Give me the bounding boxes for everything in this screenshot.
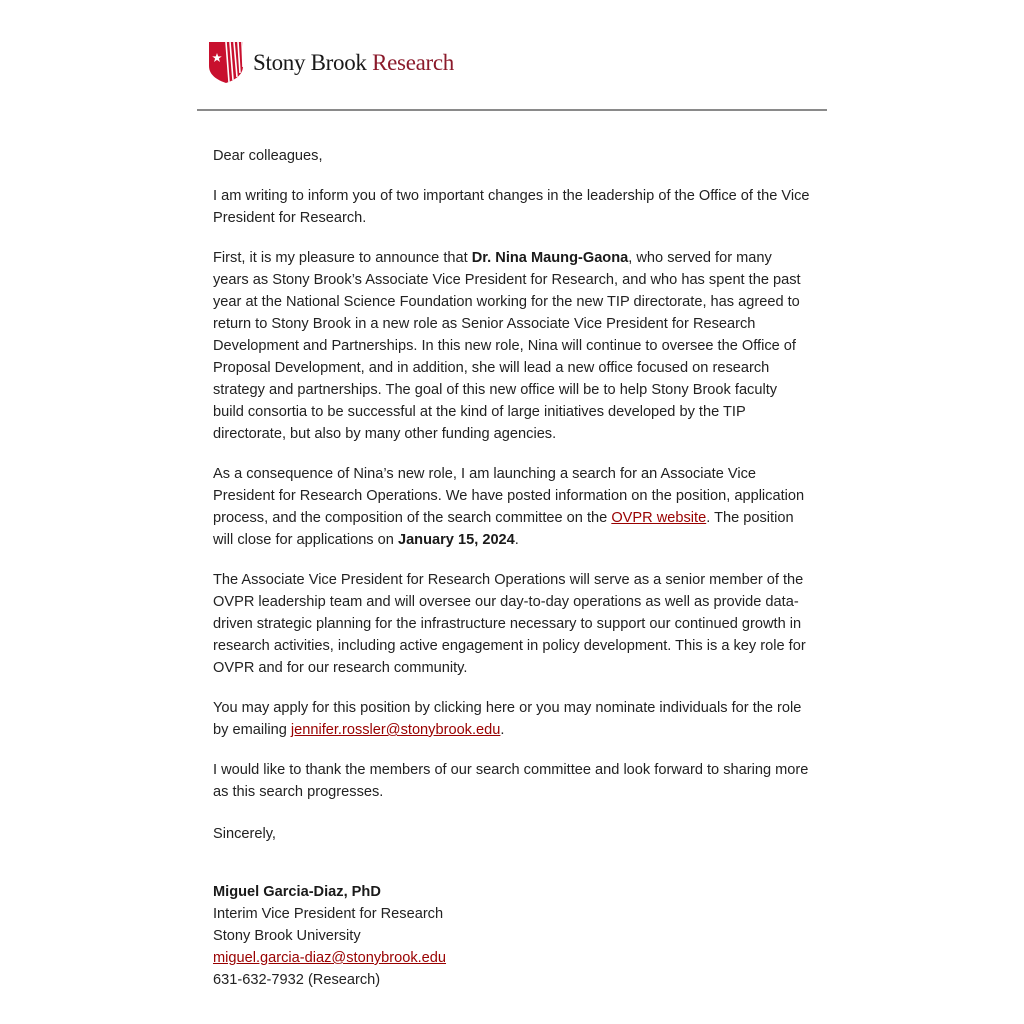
paragraph-announcement (213, 247, 811, 445)
email-container (197, 0, 827, 991)
logo-wordmark (253, 51, 454, 74)
signature-block (213, 881, 811, 991)
nomination-email-link[interactable]: jennifer.rossler@stonybrook.edu (290, 722, 501, 738)
text: . (500, 722, 505, 738)
signature-title: Interim Vice President for Research (213, 906, 444, 922)
paragraph-intro: I am writing to inform you of two important changes in the leadership of the Office of the Vice President for Research. (213, 188, 810, 226)
text: First, it is my pleasure to announce that (213, 250, 472, 266)
text: You may apply for this position by clicking here or you may nominate individuals for the role by emailing (213, 700, 802, 738)
paragraph-apply (213, 697, 811, 741)
signature-org: Stony Brook University (213, 928, 361, 944)
text: . (514, 532, 519, 548)
signature-name: Miguel Garcia-Diaz, PhD (213, 884, 381, 900)
shield-star-icon (207, 40, 245, 84)
bold-deadline-date: January 15, 2024 (397, 532, 515, 548)
text: . The position will close for applications on (213, 510, 794, 548)
text: , who served for many years as Stony Brook’s Associate Vice President for Research, and who has spent the past year at the National Science Foundation working for the new TIP directorate, has agreed to return to Stony Brook in a new role as Senior Associate Vice President for Research Development and Partnerships. In this new role, Nina will continue to oversee the Office of Proposal Development, and in addition, she will lead a new office focused on research strategy and partnerships. The goal of this new office will be to help Stony Brook faculty build consortia to be successful at the kind of large initiatives developed by the TIP directorate, but also by many other funding agencies. (213, 250, 801, 442)
paragraph-role-description: The Associate Vice President for Research Operations will serve as a senior member of the OVPR leadership team and will oversee our day-to-day operations as well as provide data-driven strategic planning for the infrastructure necessary to support our continued growth in research activities, including active engagement in policy development. This is a key role for OVPR and for our research community. (213, 572, 806, 676)
letter-body (197, 111, 827, 991)
signature-email-link[interactable]: miguel.garcia-diaz@stonybrook.edu (213, 950, 447, 966)
ovpr-website-link[interactable]: OVPR website (611, 510, 707, 526)
email-header (197, 0, 827, 111)
signoff: Sincerely, (213, 826, 276, 842)
bold-name: Dr. Nina Maung-Gaona (471, 250, 629, 266)
greeting: Dear colleagues, (213, 148, 323, 164)
signature-phone: 631-632-7932 (Research) (213, 972, 381, 988)
text: As a consequence of Nina’s new role, I am launching a search for an Associate Vice President for Research Operations. We have posted information on the position, application process, and the composition of the search committee on the (213, 466, 805, 526)
logo-text-accent: Research (372, 49, 454, 75)
stony-brook-research-logo (207, 40, 454, 84)
paragraph-thanks: I would like to thank the members of our search committee and look forward to sharing more as this search progresses. (213, 762, 809, 800)
paragraph-search (213, 463, 811, 551)
logo-text-primary: Stony Brook (253, 49, 367, 75)
